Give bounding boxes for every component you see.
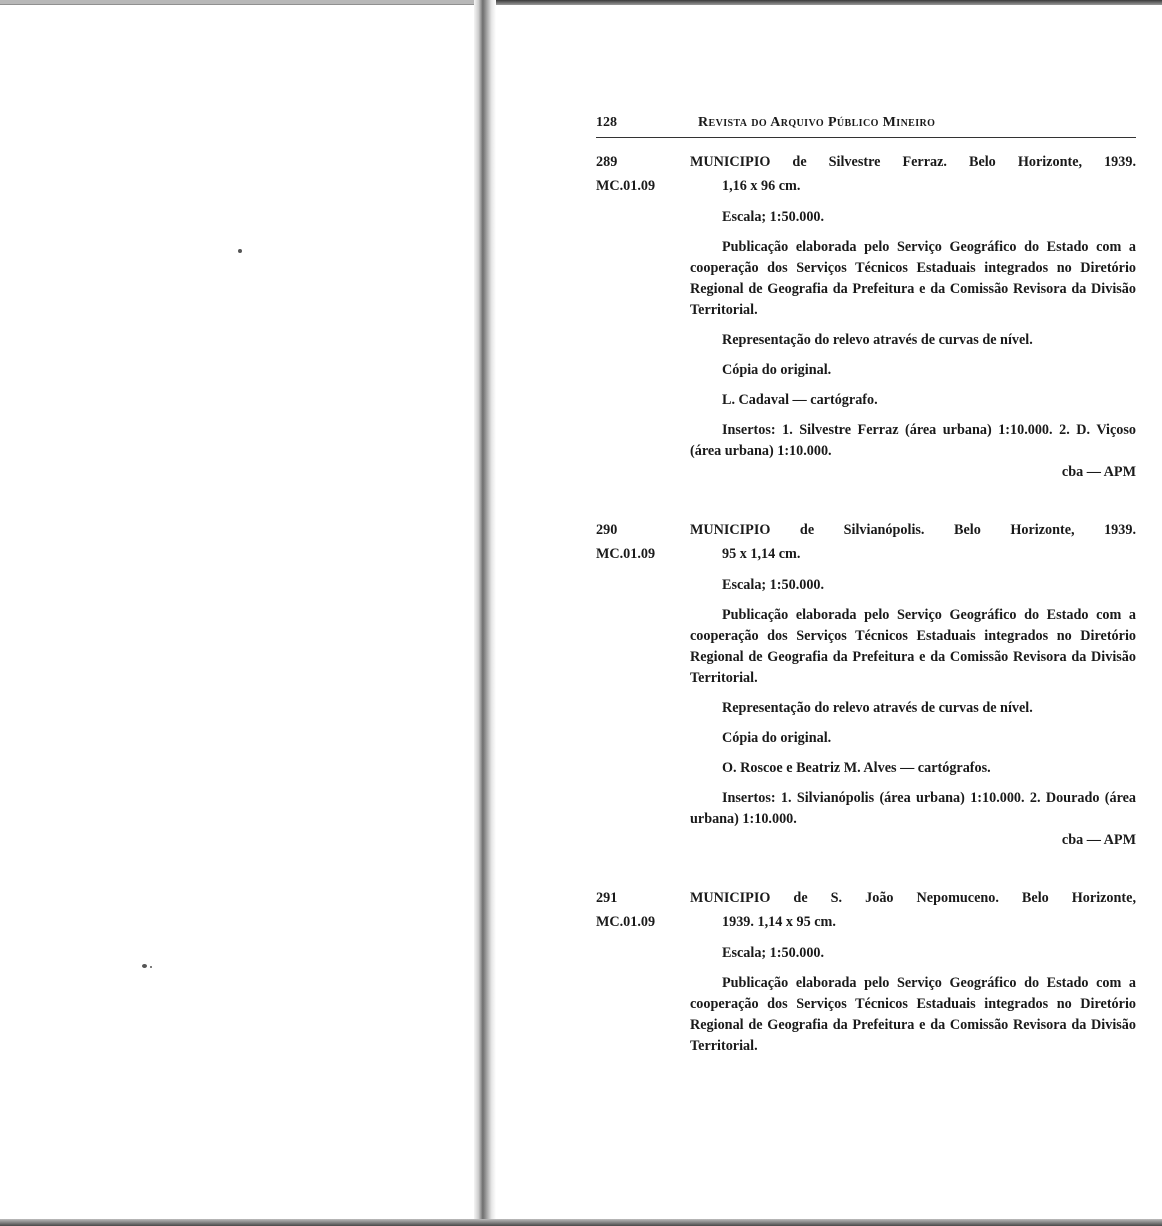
scan-speck	[150, 966, 152, 968]
entry-dimensions: 1,16 x 96 cm.	[722, 178, 801, 194]
scan-bottom-edge	[0, 1219, 1162, 1226]
document-page	[596, 112, 1136, 1093]
entry-code: MC.01.09	[596, 914, 656, 930]
entry-credit: cba — APM	[1061, 832, 1136, 848]
scan-top-edge-left	[0, 0, 480, 4]
entry-credit: cba — APM	[1061, 464, 1136, 480]
scan-speck	[142, 964, 147, 968]
entry-body	[690, 150, 1136, 482]
entry-copy: Cópia do original.	[722, 730, 832, 746]
entry-authors: L. Cadaval — cartógrafo.	[722, 392, 878, 408]
entry-title: MUNICIPIO de Silvestre Ferraz. Belo Horizonte, 1939.	[690, 154, 1136, 170]
entry-scale: Escala; 1:50.000.	[722, 945, 825, 961]
entry-ids	[596, 886, 690, 1057]
catalog-entry	[596, 518, 1136, 850]
entry-publication: Publicação elaborada pelo Serviço Geográfico do Estado com a cooperação dos Serviços Técnicos Estaduais integrados no Diretório Regional de Geografia da Prefeitura e da Comissão Revisora da Divisão Territorial.	[690, 975, 1136, 1054]
journal-title: Revista do Arquivo Público Mineiro	[698, 115, 936, 130]
entry-dimensions: 95 x 1,14 cm.	[722, 546, 801, 562]
entry-insets: Insertos: 1. Silvestre Ferraz (área urbana) 1:10.000. 2. D. Viçoso (área urbana) 1:10.000.	[690, 422, 1136, 459]
entry-copy: Cópia do original.	[722, 362, 832, 378]
running-head	[596, 112, 1136, 138]
page-number: 128	[596, 115, 617, 130]
entry-title: MUNICIPIO de Silvianópolis. Belo Horizonte, 1939.	[690, 522, 1136, 538]
entry-publication: Publicação elaborada pelo Serviço Geográfico do Estado com a cooperação dos Serviços Técnicos Estaduais integrados no Diretório Regional de Geografia da Prefeitura e da Comissão Revisora da Divisão Territorial.	[690, 607, 1136, 686]
entry-title: MUNICIPIO de S. João Nepomuceno. Belo Horizonte,	[690, 890, 1136, 906]
entry-authors: O. Roscoe e Beatriz M. Alves — cartógrafos.	[722, 760, 991, 776]
scan-speck	[238, 249, 242, 253]
entry-insets: Insertos: 1. Silvianópolis (área urbana) 1:10.000. 2. Dourado (área urbana) 1:10.000.	[690, 790, 1136, 827]
entry-ids	[596, 150, 690, 482]
entry-relief: Representação do relevo através de curvas de nível.	[722, 700, 1033, 716]
entry-number: 291	[596, 890, 618, 906]
entry-relief: Representação do relevo através de curvas de nível.	[722, 332, 1033, 348]
entry-body	[690, 518, 1136, 850]
entry-dimensions: 1939. 1,14 x 95 cm.	[722, 914, 836, 930]
entry-code: MC.01.09	[596, 178, 656, 194]
entry-number: 289	[596, 154, 618, 170]
catalog-entry	[596, 886, 1136, 1057]
entry-code: MC.01.09	[596, 546, 656, 562]
catalog-entry	[596, 150, 1136, 482]
entry-body	[690, 886, 1136, 1057]
entry-publication: Publicação elaborada pelo Serviço Geográfico do Estado com a cooperação dos Serviços Técnicos Estaduais integrados no Diretório Regional de Geografia da Prefeitura e da Comissão Revisora da Divisão Territorial.	[690, 239, 1136, 318]
entry-ids	[596, 518, 690, 850]
entry-scale: Escala; 1:50.000.	[722, 209, 825, 225]
book-gutter	[474, 0, 496, 1226]
entry-number: 290	[596, 522, 618, 538]
entry-scale: Escala; 1:50.000.	[722, 577, 825, 593]
